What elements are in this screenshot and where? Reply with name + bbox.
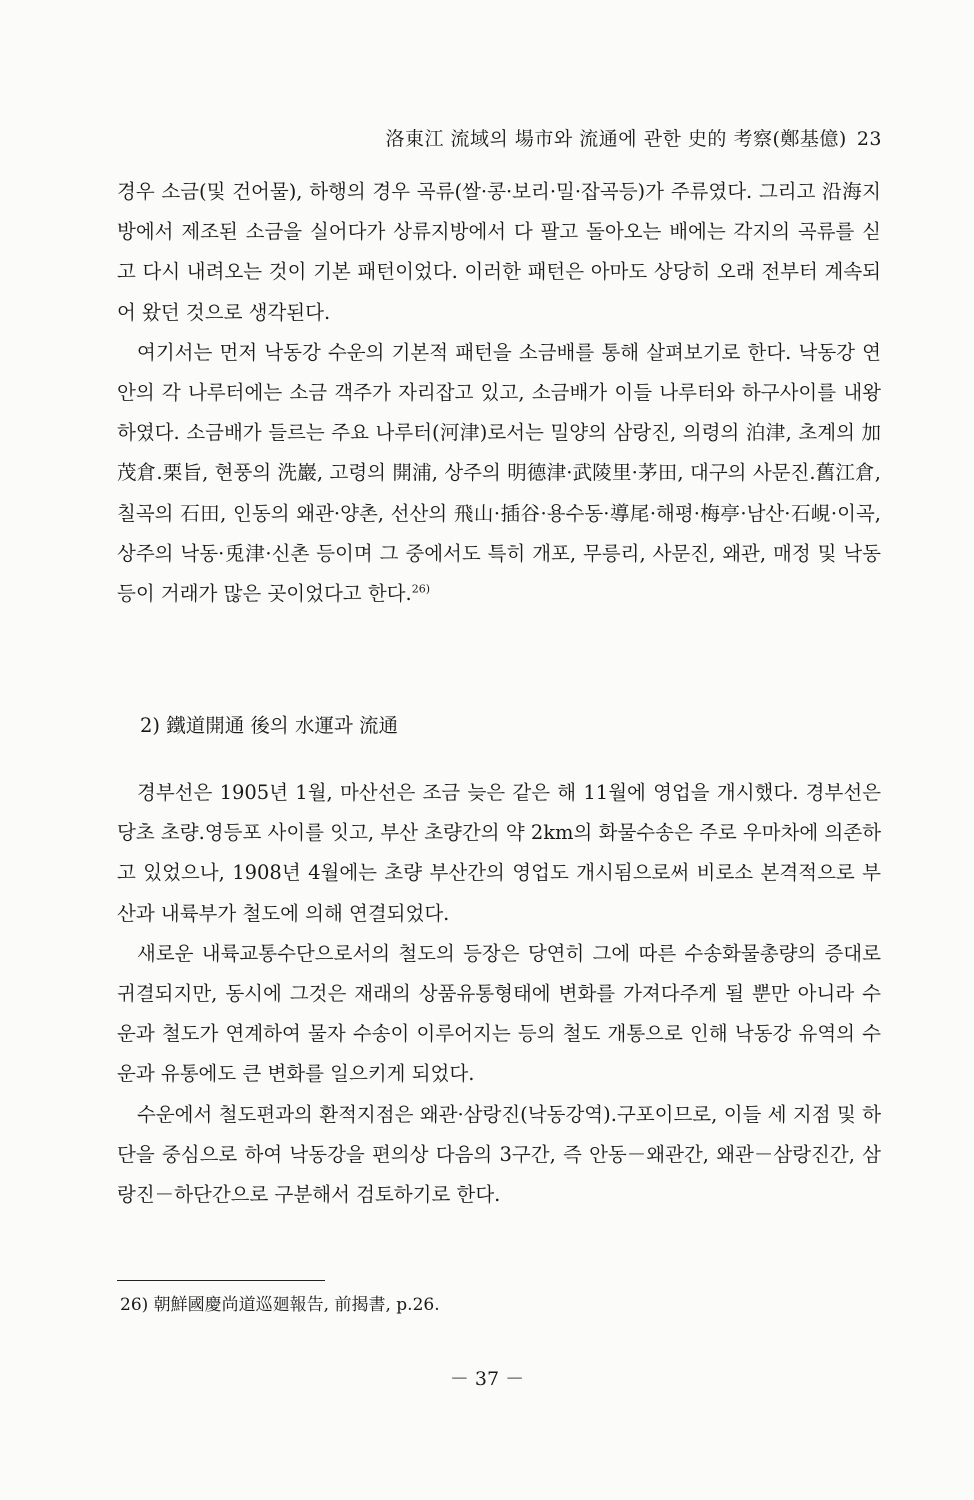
paragraph: 새로운 내륙교통수단으로서의 철도의 등장은 당연히 그에 따른 수송화물총량의 증대로 귀결되지만, 동시에 그것은 재래의 상품유통형태에 변화를 가져다주게 될 뿐만 아니라 수운과 철도가 연계하여 물자 수송이 이루어지는 등의 철도 개통으로 인해 낙동강 유역의 수운과 유통에도 큰 변화를 일으키게 되었다. <box>117 941 881 1086</box>
section-2-text <box>117 773 881 1215</box>
paragraph-text: 여기서는 먼저 낙동강 수운의 기본적 패턴을 소금배를 통해 살펴보기로 한다. 낙동강 연안의 각 나루터에는 소금 객주가 자리잡고 있고, 소금배가 이들 나루터와 하구사이를 내왕하였다. 소금배가 들르는 주요 나루터(河津)로서는 밀양의 삼랑진, 의령의 泊津, 초계의 加茂倉.栗旨, 현풍의 洗巖, 고령의 開浦, 상주의 明德津·武陵里·茅田, 대구의 사문진.舊江倉, 칠곡의 石田, 인동의 왜관·양촌, 선산의 飛山·插谷·용수동·導尾·해평·梅亭·남산·石峴·이곡, 상주의 낙동·兎津·신촌 등이며 그 중에서도 특히 개포, 무릉리, 사문진, 왜관, 매정 및 낙동 등이 거래가 많은 곳이었다고 한다. <box>117 340 881 606</box>
section-heading: 2) 鐵道開通 後의 水運과 流通 <box>140 714 398 737</box>
header-title: 洛東江 流域의 場市와 流通에 관한 史的 考察(鄭基億) <box>385 128 847 150</box>
footnote: 26) 朝鮮國慶尚道巡廻報告, 前揭書, p.26. <box>120 1295 440 1315</box>
page-number: － 37 － <box>449 1368 525 1390</box>
paragraph: 경부선은 1905년 1월, 마산선은 조금 늦은 같은 해 11월에 영업을 개시했다. 경부선은 당초 초량.영등포 사이를 잇고, 부산 초량간의 약 2km의 화물수송은 주로 우마차에 의존하고 있었으나, 1908년 4월에는 초량 부산간의 영업도 개시됨으로써 비로소 본격적으로 부산과 내륙부가 철도에 의해 연결되었다. <box>117 781 881 925</box>
footnote-divider <box>117 1280 325 1281</box>
section-1-text <box>117 172 881 614</box>
paragraph: 경우 소금(및 건어물), 하행의 경우 곡류(쌀·콩·보리·밀·잡곡등)가 주류였다. 그리고 沿海지방에서 제조된 소금을 실어다가 상류지방에서 다 팔고 돌아오는 배에는 각지의 곡류를 싣고 다시 내려오는 것이 기본 패턴이었다. 이러한 패턴은 아마도 상당히 오래 전부터 계속되어 왔던 것으로 생각된다. <box>117 180 881 324</box>
paragraph: 수운에서 철도편과의 환적지점은 왜관·삼랑진(낙동강역).구포이므로, 이들 세 지점 및 하단을 중심으로 하여 낙동강을 편의상 다음의 3구간, 즉 안동－왜관간, 왜관－삼랑진간, 삼랑진－하단간으로 구분해서 검토하기로 한다. <box>117 1102 881 1207</box>
footnote-reference: 26) <box>411 582 431 596</box>
paragraph <box>117 333 881 614</box>
running-header <box>385 124 882 151</box>
header-page-number: 23 <box>856 128 882 150</box>
